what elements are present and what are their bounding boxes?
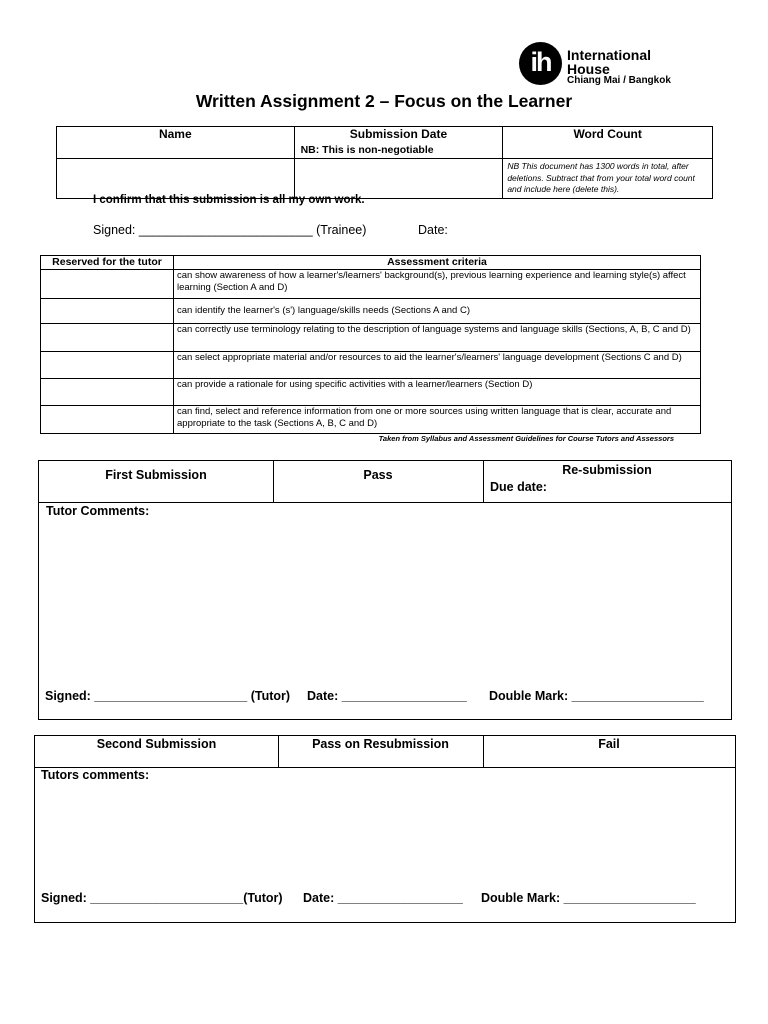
tutors-comments-label: Tutors comments: — [41, 768, 150, 782]
criterion-text: can provide a rationale for using specific activities with a learner/learners (Section D) — [174, 379, 701, 406]
confirmation-statement: I confirm that this submission is all my own work. — [93, 194, 365, 206]
logo-line-3: Chiang Mai / Bangkok — [567, 75, 671, 86]
tutor-comments-label: Tutor Comments: — [46, 504, 150, 518]
tutor-date-line[interactable]: Date: __________________ — [307, 689, 467, 703]
criterion-text: can identify the learner's (s') language/skills needs (Sections A and C) — [174, 299, 701, 324]
submission-note: NB: This is non-negotiable — [300, 144, 434, 156]
fail-label[interactable]: Fail — [598, 737, 620, 751]
resubmission-label[interactable]: Re-submission — [562, 463, 652, 477]
pass-label[interactable]: Pass — [363, 468, 393, 482]
ih-logo-mark: ih — [519, 42, 562, 85]
due-date-label[interactable]: Due date: — [490, 480, 547, 494]
double-mark-line[interactable]: Double Mark: ___________________ — [481, 891, 696, 905]
criterion-text: can select appropriate material and/or resources to aid the learner's/learners' language development (Sections C and D) — [174, 352, 701, 379]
tutor-date-line[interactable]: Date: __________________ — [303, 891, 463, 905]
trainee-date-label[interactable]: Date: — [418, 223, 448, 237]
tutor-mark-cell[interactable] — [41, 352, 174, 379]
tutor-mark-cell[interactable] — [41, 299, 174, 324]
second-submission-box — [34, 735, 736, 923]
name-header-label: Name — [158, 127, 192, 141]
word-count-field[interactable] — [503, 159, 713, 199]
word-count-label: Word Count — [573, 127, 642, 141]
name-header — [57, 127, 295, 159]
first-submission-box — [38, 460, 732, 720]
trainee-signature-line[interactable]: Signed: _________________________ (Trainee) — [93, 223, 367, 237]
logo-line-1: International — [567, 47, 652, 63]
tutor-mark-cell[interactable] — [41, 379, 174, 406]
ih-logo — [519, 42, 689, 86]
criteria-source-caption: Taken from Syllabus and Assessment Guidelines for Course Tutors and Assessors — [378, 434, 674, 443]
submission-date-header — [294, 127, 503, 159]
first-submission-label: First Submission — [105, 468, 207, 482]
tutor-signature-line[interactable]: Signed: ______________________(Tutor) — [41, 891, 283, 905]
word-count-header — [503, 127, 713, 159]
criteria-header: Assessment criteria — [174, 256, 701, 270]
criterion-text: can find, select and reference information from one or more sources using written language that is clear, accurate and appropriate to the task (Sections A, B, C and D) — [174, 406, 701, 434]
double-mark-line[interactable]: Double Mark: ___________________ — [489, 689, 704, 703]
tutor-mark-cell[interactable] — [41, 270, 174, 299]
tutor-mark-cell[interactable] — [41, 324, 174, 352]
criterion-text: can show awareness of how a learner's/learners' background(s), previous learning experience and learning style(s) affect learning (Section A and D) — [174, 270, 701, 299]
logo-line-2: House — [567, 61, 610, 77]
page-title: Written Assignment 2 – Focus on the Learner — [195, 91, 573, 111]
tutor-mark-cell[interactable] — [41, 406, 174, 434]
pass-on-resubmission-label[interactable]: Pass on Resubmission — [312, 737, 449, 751]
word-count-note: NB This document has 1300 words in total, after deletions. Subtract that from your total word count and include here (delete this). — [507, 161, 695, 194]
submission-date-label: Submission Date — [349, 127, 448, 141]
criterion-text: can correctly use terminology relating to the description of language systems and language skills (Sections, A, B, C and D) — [174, 324, 701, 352]
tutor-signature-line[interactable]: Signed: ______________________ (Tutor) — [45, 689, 291, 703]
second-submission-label: Second Submission — [96, 737, 217, 751]
name-field[interactable] — [57, 159, 295, 199]
reserved-header: Reserved for the tutor — [41, 256, 174, 270]
assessment-criteria-table — [40, 255, 701, 434]
submission-date-field[interactable] — [294, 159, 503, 199]
submission-info-table — [56, 126, 713, 199]
